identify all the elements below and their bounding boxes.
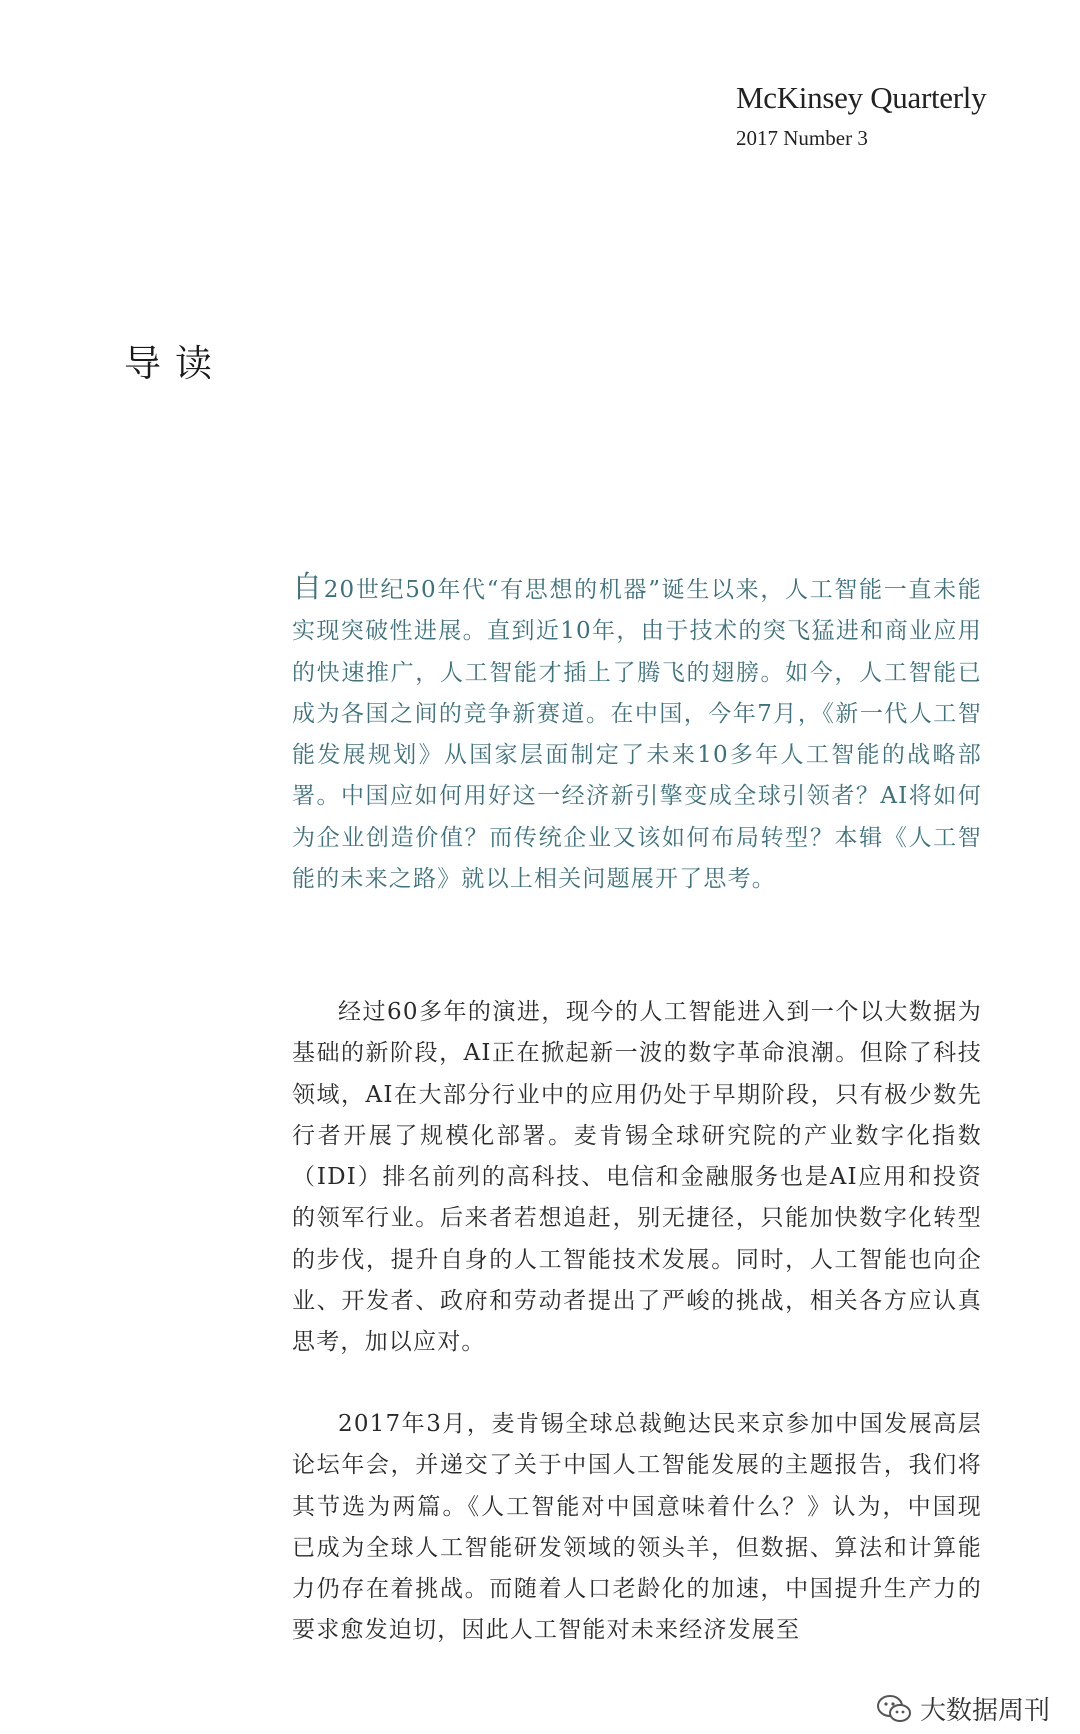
wechat-icon <box>876 1694 912 1724</box>
body-paragraph-2: 2017年3月，麦肯锡全球总裁鲍达民来京参加中国发展高层论坛年会，并递交了关于中国人工智能发展的主题报告，我们将其节选为两篇。《人工智能对中国意味着什么？》认为，中国现已成为全球人工智能研发领域的领头羊，但数据、算法和计算能力仍存在着挑战。而随着人口老龄化的加速，中国提升生产力的要求愈发迫切，因此人工智能对未来经济发展至 <box>292 1411 982 1644</box>
intro-text: 20世纪50年代“有思想的机器”诞生以来，人工智能一直未能实现突破性进展。直到近10年，由于技术的突飞猛进和商业应用的快速推广，人工智能才插上了腾飞的翅膀。如今，人工智能已成为各国之间的竞争新赛道。在中国，今年7月，《新一代人工智能发展规划》从国家层面制定了未来10多年人工智能的战略部署。中国应如何用好这一经济新引擎变成全球引领者？AI将如何为企业创造价值？而传统企业又该如何布局转型？本辑《人工智能的未来之路》就以上相关问题展开了思考。 <box>292 577 982 893</box>
issue-number: 2017 Number 3 <box>736 126 868 150</box>
section-title: 导读 <box>124 341 226 385</box>
masthead <box>736 78 986 151</box>
account-name: 大数据周刊 <box>920 1696 1051 1726</box>
intro-dropcap: 自 <box>292 570 324 605</box>
publication-title: McKinsey Quarterly <box>736 80 987 115</box>
body-paragraph-1: 经过60多年的演进，现今的人工智能进入到一个以大数据为基础的新阶段，AI正在掀起新一波的数字革命浪潮。但除了科技领域，AI在大部分行业中的应用仍处于早期阶段，只有极少数先行者开展了规模化部署。麦肯锡全球研究院的产业数字化指数（IDI）排名前列的高科技、电信和金融服务也是AI应用和投资的领军行业。后来者若想追赶，别无捷径，只能加快数字化转型的步伐，提升自身的人工智能技术发展。同时，人工智能也向企业、开发者、政府和劳动者提出了严峻的挑战，相关各方应认真思考，加以应对。 <box>292 999 982 1356</box>
account-watermark <box>876 1690 1050 1727</box>
intro-paragraph <box>292 567 982 900</box>
